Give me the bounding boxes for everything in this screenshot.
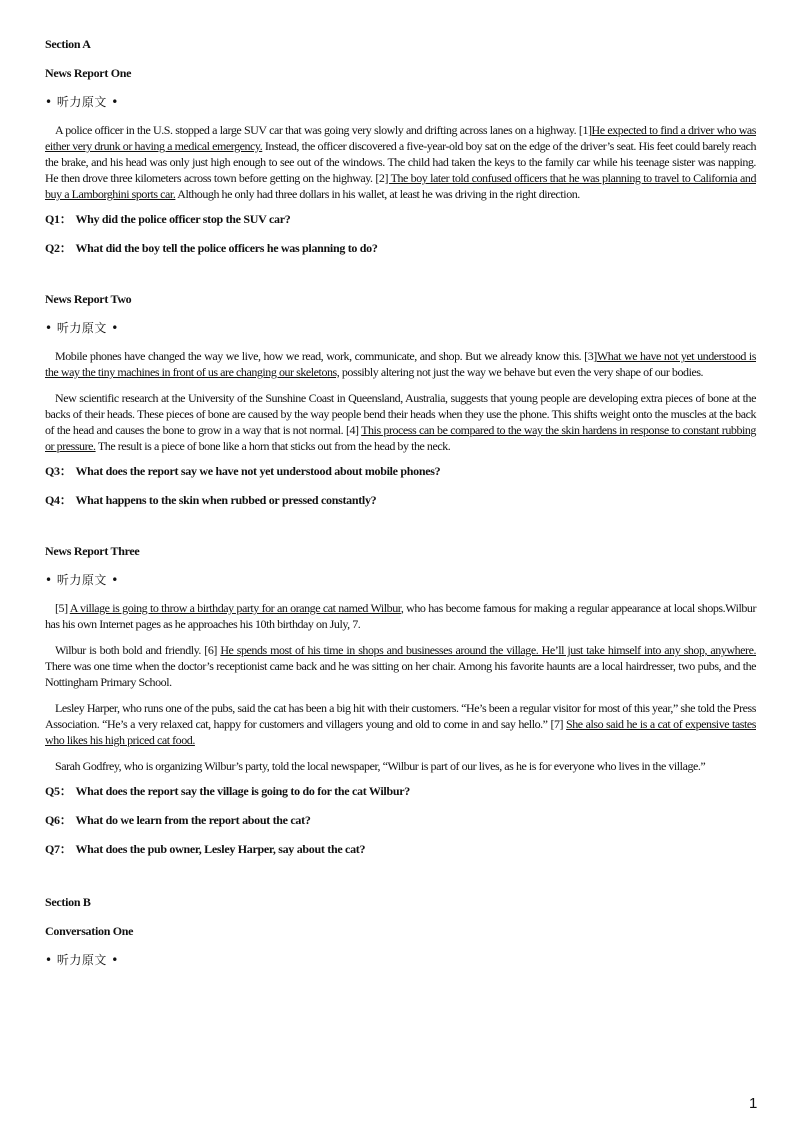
report-one-paragraph xyxy=(45,122,756,202)
paragraph-text: Although he only had three dollars in his wallet, at least he was driving in the right direction. xyxy=(175,187,580,201)
paragraph-text: Sarah Godfrey, who is organizing Wilbur’s party, told the local newspaper, “Wilbur is part of our lives, as he is for everyone who lives in the village.” xyxy=(55,759,706,773)
report-one-title: News Report One xyxy=(45,66,132,80)
report-two-paragraph-1 xyxy=(45,348,756,380)
section-b-title: Section B xyxy=(45,895,91,909)
section-a-title: Section A xyxy=(45,37,91,51)
underlined-answer-text: She also said he is a cat of expensive tastes who likes his high priced cat food. xyxy=(45,717,756,747)
paragraph-text: There was one time when the doctor’s receptionist came back and he was sitting on her chair. Among his favorite haunts are a local hairdresser, two pubs, and the Nottingham Primary School. xyxy=(45,659,756,689)
paragraph-text: , who has become famous for making a regular appearance at local shops.Wilbur has his own Internet pages as he approaches his 10th birthday on July, 7. xyxy=(45,601,756,631)
question-1 xyxy=(45,212,756,227)
question-label: Q1： xyxy=(45,212,72,226)
question-text: What does the report say the village is going to do for the cat Wilbur? xyxy=(75,784,410,798)
paragraph-text: The result is a piece of bone like a horn that sticks out from the head by the neck. xyxy=(95,439,451,453)
spacer xyxy=(45,270,756,292)
question-text: What do we learn from the report about the cat? xyxy=(75,813,311,827)
spacer xyxy=(45,871,756,895)
paragraph-text: New scientific research at the University of the Sunshine Coast in Queensland, Australia, suggests that young people are developing extra pieces of bone at the backs of their heads. These pieces of bone are caused by the way people bend their heads when they use the phone. This shifts weight onto the muscles at the back of the head and causes the bone to grow in a way that is not normal. [4] xyxy=(45,391,756,437)
question-7 xyxy=(45,842,756,857)
underlined-answer-text: What we have not yet understood is the way the tiny machines in front of us are changing our skeletons, xyxy=(45,349,757,379)
underlined-answer-text: This process can be compared to the way the skin hardens in response to constant rubbing or pressure. xyxy=(45,423,756,453)
question-2 xyxy=(45,241,756,256)
question-label: Q6： xyxy=(45,813,72,827)
report-three-title: News Report Three xyxy=(45,544,140,558)
paragraph-text: Wilbur is both bold and friendly. [6] xyxy=(55,643,221,657)
question-text: What did the boy tell the police officers he was planning to do? xyxy=(75,241,378,255)
question-label: Q3： xyxy=(45,464,72,478)
paragraph-text: Instead, the officer discovered a five-year-old boy sat on the edge of the driver’s seat. His feet could barely reach the brake, and his head was only just high enough to see out of the windows. The child had taken the keys to the family car while his teenage sister was napping. He then drove three kilometers across town before getting on the highway. [2 xyxy=(45,139,756,185)
question-text: What does the pub owner, Lesley Harper, say about the cat? xyxy=(75,842,366,856)
report-three-paragraph-4 xyxy=(45,758,756,774)
conversation-one-title: Conversation One xyxy=(45,924,134,938)
underlined-answer-text: ] The boy later told confused officers that he was planning to travel to California and buy a Lamborghini sports car. xyxy=(45,171,756,201)
question-label: Q7： xyxy=(45,842,72,856)
page-number: 1 xyxy=(749,1095,758,1112)
listening-transcript-tag: • 听力原文 • xyxy=(45,953,119,967)
question-text: What does the report say we have not yet understood about mobile phones? xyxy=(75,464,441,478)
question-label: Q2： xyxy=(45,241,72,255)
underlined-answer-text: A village is going to throw a birthday party for an orange cat named Wilbur xyxy=(69,601,401,615)
question-4 xyxy=(45,493,756,508)
paragraph-text: Mobile phones have changed the way we live, how we read, work, communicate, and shop. But we already know this. [3] xyxy=(55,349,597,363)
report-three-paragraph-2 xyxy=(45,642,756,690)
underlined-answer-text: He expected to find a driver who was either very drunk or having a medical emergency. xyxy=(45,123,757,153)
paragraph-text: A police officer in the U.S. stopped a large SUV car that was going very slowly and drifting across lanes on a highway. [1] xyxy=(55,123,592,137)
report-three-paragraph-1 xyxy=(45,600,756,632)
question-label: Q5： xyxy=(45,784,72,798)
question-label: Q4： xyxy=(45,493,72,507)
paragraph-text: Lesley Harper, who runs one of the pubs, said the cat has been a big hit with their customers. “He’s been a regular visitor for most of this year,” she told the Press Association. “He’s a very relaxed cat, happy for customers and villagers young and old to come in and say hello.” [7] xyxy=(45,701,756,731)
question-3 xyxy=(45,464,756,479)
listening-transcript-tag: • 听力原文 • xyxy=(45,573,119,587)
spacer xyxy=(45,522,756,544)
document-page xyxy=(45,37,756,980)
listening-transcript-tag: • 听力原文 • xyxy=(45,321,119,335)
question-text: What happens to the skin when rubbed or pressed constantly? xyxy=(75,493,377,507)
paragraph-text: possibly altering not just the way we behave but even the very shape of our bodies. xyxy=(339,365,704,379)
underlined-answer-text: He spends most of his time in shops and businesses around the village. He’ll just take himself into any shop, anywhere. xyxy=(220,643,757,657)
question-text: Why did the police officer stop the SUV car? xyxy=(75,212,291,226)
paragraph-text: [5] xyxy=(55,601,70,615)
question-6 xyxy=(45,813,756,828)
question-5 xyxy=(45,784,756,799)
report-three-paragraph-3 xyxy=(45,700,756,748)
report-two-paragraph-2 xyxy=(45,390,756,454)
listening-transcript-tag: • 听力原文 • xyxy=(45,95,119,109)
report-two-title: News Report Two xyxy=(45,292,132,306)
